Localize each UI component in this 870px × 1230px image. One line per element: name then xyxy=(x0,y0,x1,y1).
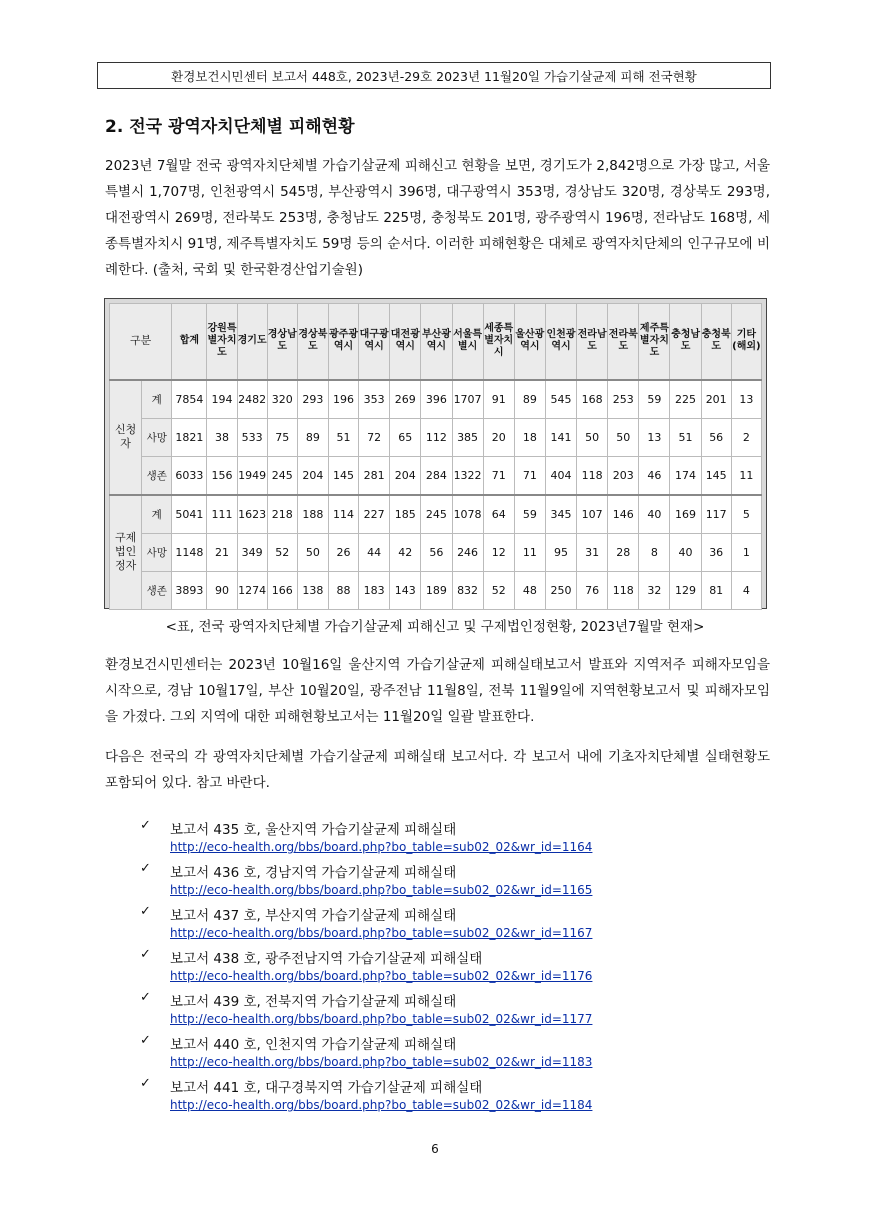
damage-table-frame xyxy=(104,298,767,609)
table-cell: 40 xyxy=(670,533,701,571)
table-cell: 52 xyxy=(267,533,297,571)
table-cell: 56 xyxy=(701,418,731,456)
table-cell: 40 xyxy=(639,495,670,534)
table-cell: 95 xyxy=(545,533,576,571)
table-cell: 111 xyxy=(207,495,237,534)
table-cell: 218 xyxy=(267,495,297,534)
table-cell: 21 xyxy=(207,533,237,571)
paragraph-events: 환경보건시민센터는 2023년 10월16일 울산지역 가습기살균제 피해실태보고서 발표와 지역저주 피해자모임을 시작으로, 경남 10월17일, 부산 10월20일, 광주전남 11월8일, 전북 11월9일에 지역현황보고서 및 피해자모임을 가졌다. 그외 지역에 대한 피해현황보고서는 11월20일 일괄 발표한다. xyxy=(105,657,770,725)
table-corner-header: 구분 xyxy=(110,304,172,380)
table-cell: 1 xyxy=(731,533,761,571)
table-cell: 174 xyxy=(670,456,701,495)
row-sub-label: 사망 xyxy=(142,418,172,456)
column-header: 합계 xyxy=(172,304,207,380)
table-cell: 269 xyxy=(390,380,421,419)
paragraph-summary: 2023년 7월말 전국 광역자치단체별 가습기살균제 피해신고 현황을 보면, 경기도가 2,842명으로 가장 많고, 서울특별시 1,707명, 인천광역시 545명, 부산광역시 396명, 대구광역시 353명, 경상남도 320명, 경상북도 293명, 대전광역시 269명, 전라북도 253명, 충청남도 225명, 충청북도 201명, 광주광역시 196명, 전라남도 168명, 세종특별자치시 91명, 제주특별자치도 59명 등의 순서다. 이러한 피해현황은 대체로 광역자치단체의 인구규모에 비례한다. (출처, 국회 및 한국환경산업기술원) xyxy=(105,158,770,278)
row-sub-label: 계 xyxy=(142,495,172,534)
table-cell: 396 xyxy=(421,380,452,419)
table-cell: 36 xyxy=(701,533,731,571)
list-item xyxy=(140,1033,760,1076)
table-cell: 1148 xyxy=(172,533,207,571)
list-item xyxy=(140,1076,760,1119)
table-cell: 204 xyxy=(390,456,421,495)
report-title: 보고서 439 호, 전북지역 가습기살균제 피해실태 xyxy=(170,994,457,1010)
table-cell: 88 xyxy=(328,571,358,609)
table-cell: 196 xyxy=(328,380,358,419)
table-cell: 168 xyxy=(577,380,608,419)
table-cell: 533 xyxy=(237,418,267,456)
row-sub-label: 생존 xyxy=(142,456,172,495)
column-header: 기타(해외) xyxy=(731,304,761,380)
table-cell: 185 xyxy=(390,495,421,534)
table-cell: 145 xyxy=(701,456,731,495)
table-cell: 188 xyxy=(297,495,328,534)
table-cell: 64 xyxy=(483,495,514,534)
table-cell: 166 xyxy=(267,571,297,609)
list-item xyxy=(140,947,760,990)
table-cell: 59 xyxy=(514,495,545,534)
table-cell: 89 xyxy=(514,380,545,419)
list-item xyxy=(140,861,760,904)
table-cell: 32 xyxy=(639,571,670,609)
table-cell: 245 xyxy=(421,495,452,534)
report-title: 보고서 435 호, 울산지역 가습기살균제 피해실태 xyxy=(170,822,457,838)
report-title: 보고서 438 호, 광주전남지역 가습기살균제 피해실태 xyxy=(170,951,483,967)
table-cell: 112 xyxy=(421,418,452,456)
report-link[interactable]: http://eco-health.org/bbs/board.php?bo_table=sub02_02&wr_id=1183 xyxy=(170,1055,593,1069)
table-cell: 65 xyxy=(390,418,421,456)
report-title: 보고서 437 호, 부산지역 가습기살균제 피해실태 xyxy=(170,908,457,924)
column-header: 울산광역시 xyxy=(514,304,545,380)
check-icon: ✓ xyxy=(140,861,151,876)
table-cell: 349 xyxy=(237,533,267,571)
table-cell: 118 xyxy=(608,571,639,609)
table-cell: 1949 xyxy=(237,456,267,495)
table-cell: 404 xyxy=(545,456,576,495)
report-link[interactable]: http://eco-health.org/bbs/board.php?bo_table=sub02_02&wr_id=1177 xyxy=(170,1012,593,1026)
table-cell: 201 xyxy=(701,380,731,419)
table-cell: 13 xyxy=(731,380,761,419)
table-cell: 1322 xyxy=(452,456,483,495)
table-cell: 42 xyxy=(390,533,421,571)
table-row xyxy=(110,533,762,571)
table-cell: 56 xyxy=(421,533,452,571)
table-cell: 38 xyxy=(207,418,237,456)
report-list xyxy=(140,818,760,1119)
column-header: 경상북도 xyxy=(297,304,328,380)
table-cell: 71 xyxy=(483,456,514,495)
check-icon: ✓ xyxy=(140,818,151,833)
column-header: 경상남도 xyxy=(267,304,297,380)
table-cell: 76 xyxy=(577,571,608,609)
table-cell: 245 xyxy=(267,456,297,495)
table-cell: 1821 xyxy=(172,418,207,456)
table-cell: 385 xyxy=(452,418,483,456)
table-cell: 107 xyxy=(577,495,608,534)
table-row xyxy=(110,571,762,609)
table-cell: 28 xyxy=(608,533,639,571)
table-cell: 353 xyxy=(359,380,390,419)
report-link[interactable]: http://eco-health.org/bbs/board.php?bo_table=sub02_02&wr_id=1165 xyxy=(170,883,593,897)
column-header: 대구광역시 xyxy=(359,304,390,380)
table-cell: 5 xyxy=(731,495,761,534)
report-header xyxy=(97,62,771,89)
table-cell: 250 xyxy=(545,571,576,609)
table-row xyxy=(110,380,762,419)
table-cell: 20 xyxy=(483,418,514,456)
table-cell: 31 xyxy=(577,533,608,571)
table-cell: 345 xyxy=(545,495,576,534)
table-cell: 253 xyxy=(608,380,639,419)
table-cell: 246 xyxy=(452,533,483,571)
table-cell: 59 xyxy=(639,380,670,419)
column-header: 충청북도 xyxy=(701,304,731,380)
table-cell: 293 xyxy=(297,380,328,419)
damage-table xyxy=(109,303,762,610)
column-header: 인천광역시 xyxy=(545,304,576,380)
row-sub-label: 계 xyxy=(142,380,172,419)
table-cell: 5041 xyxy=(172,495,207,534)
table-cell: 169 xyxy=(670,495,701,534)
table-cell: 118 xyxy=(577,456,608,495)
column-header: 경기도 xyxy=(237,304,267,380)
table-cell: 227 xyxy=(359,495,390,534)
column-header: 제주특별자치도 xyxy=(639,304,670,380)
table-cell: 2482 xyxy=(237,380,267,419)
table-cell: 117 xyxy=(701,495,731,534)
column-header: 부산광역시 xyxy=(421,304,452,380)
table-cell: 48 xyxy=(514,571,545,609)
table-cell: 281 xyxy=(359,456,390,495)
table-caption: <표, 전국 광역자치단체별 가습기살균제 피해신고 및 구제법인정현황, 2023년7월말 현재> xyxy=(165,619,705,635)
column-header: 광주광역시 xyxy=(328,304,358,380)
table-cell: 51 xyxy=(670,418,701,456)
table-row xyxy=(110,456,762,495)
report-title: 보고서 441 호, 대구경북지역 가습기살균제 피해실태 xyxy=(170,1080,483,1096)
table-cell: 8 xyxy=(639,533,670,571)
table-cell: 7854 xyxy=(172,380,207,419)
table-cell: 225 xyxy=(670,380,701,419)
table-cell: 91 xyxy=(483,380,514,419)
row-group-label: 구제법인정자 xyxy=(110,495,142,610)
table-cell: 50 xyxy=(608,418,639,456)
table-cell: 89 xyxy=(297,418,328,456)
table-cell: 6033 xyxy=(172,456,207,495)
table-cell: 71 xyxy=(514,456,545,495)
table-cell: 46 xyxy=(639,456,670,495)
table-cell: 12 xyxy=(483,533,514,571)
table-cell: 90 xyxy=(207,571,237,609)
table-row xyxy=(110,495,762,534)
table-cell: 81 xyxy=(701,571,731,609)
table-cell: 545 xyxy=(545,380,576,419)
column-header: 대전광역시 xyxy=(390,304,421,380)
list-item xyxy=(140,904,760,947)
table-cell: 50 xyxy=(297,533,328,571)
column-header: 강원특별자치도 xyxy=(207,304,237,380)
check-icon: ✓ xyxy=(140,1033,151,1048)
table-cell: 75 xyxy=(267,418,297,456)
table-cell: 1707 xyxy=(452,380,483,419)
table-cell: 141 xyxy=(545,418,576,456)
table-cell: 204 xyxy=(297,456,328,495)
table-cell: 146 xyxy=(608,495,639,534)
table-cell: 26 xyxy=(328,533,358,571)
table-cell: 1623 xyxy=(237,495,267,534)
list-item xyxy=(140,818,760,861)
report-link[interactable]: http://eco-health.org/bbs/board.php?bo_table=sub02_02&wr_id=1164 xyxy=(170,840,593,854)
report-title: 보고서 436 호, 경남지역 가습기살균제 피해실태 xyxy=(170,865,457,881)
table-cell: 1078 xyxy=(452,495,483,534)
report-header-text: 환경보건시민센터 보고서 448호, 2023년-29호 2023년 11월20일 가습기살균제 피해 전국현황 xyxy=(171,68,697,84)
column-header: 충청남도 xyxy=(670,304,701,380)
table-cell: 13 xyxy=(639,418,670,456)
row-sub-label: 생존 xyxy=(142,571,172,609)
table-cell: 832 xyxy=(452,571,483,609)
table-cell: 183 xyxy=(359,571,390,609)
table-cell: 1274 xyxy=(237,571,267,609)
table-cell: 52 xyxy=(483,571,514,609)
table-cell: 189 xyxy=(421,571,452,609)
column-header: 서울특별시 xyxy=(452,304,483,380)
report-link[interactable]: http://eco-health.org/bbs/board.php?bo_table=sub02_02&wr_id=1176 xyxy=(170,969,593,983)
section-title: 2. 전국 광역자치단체별 피해현황 xyxy=(105,117,355,137)
paragraph-reports-intro: 다음은 전국의 각 광역자치단체별 가습기살균제 피해실태 보고서다. 각 보고서 내에 기초자치단체별 실태현황도 포함되어 있다. 참고 바란다. xyxy=(105,749,770,791)
check-icon: ✓ xyxy=(140,1076,151,1091)
table-cell: 145 xyxy=(328,456,358,495)
table-cell: 51 xyxy=(328,418,358,456)
column-header: 전라북도 xyxy=(608,304,639,380)
table-cell: 72 xyxy=(359,418,390,456)
table-cell: 11 xyxy=(514,533,545,571)
table-cell: 194 xyxy=(207,380,237,419)
table-cell: 143 xyxy=(390,571,421,609)
report-link[interactable]: http://eco-health.org/bbs/board.php?bo_table=sub02_02&wr_id=1184 xyxy=(170,1098,593,1112)
report-title: 보고서 440 호, 인천지역 가습기살균제 피해실태 xyxy=(170,1037,457,1053)
table-cell: 284 xyxy=(421,456,452,495)
table-cell: 129 xyxy=(670,571,701,609)
report-link[interactable]: http://eco-health.org/bbs/board.php?bo_table=sub02_02&wr_id=1167 xyxy=(170,926,593,940)
table-cell: 114 xyxy=(328,495,358,534)
table-cell: 203 xyxy=(608,456,639,495)
table-cell: 3893 xyxy=(172,571,207,609)
table-cell: 50 xyxy=(577,418,608,456)
row-sub-label: 사망 xyxy=(142,533,172,571)
column-header: 세종특별자치시 xyxy=(483,304,514,380)
table-cell: 18 xyxy=(514,418,545,456)
check-icon: ✓ xyxy=(140,990,151,1005)
table-row xyxy=(110,418,762,456)
column-header: 전라남도 xyxy=(577,304,608,380)
check-icon: ✓ xyxy=(140,904,151,919)
table-cell: 2 xyxy=(731,418,761,456)
check-icon: ✓ xyxy=(140,947,151,962)
table-cell: 320 xyxy=(267,380,297,419)
table-cell: 11 xyxy=(731,456,761,495)
table-cell: 4 xyxy=(731,571,761,609)
page-number: 6 xyxy=(431,1142,439,1156)
row-group-label: 신청자 xyxy=(110,380,142,495)
table-cell: 138 xyxy=(297,571,328,609)
table-cell: 44 xyxy=(359,533,390,571)
table-cell: 156 xyxy=(207,456,237,495)
list-item xyxy=(140,990,760,1033)
